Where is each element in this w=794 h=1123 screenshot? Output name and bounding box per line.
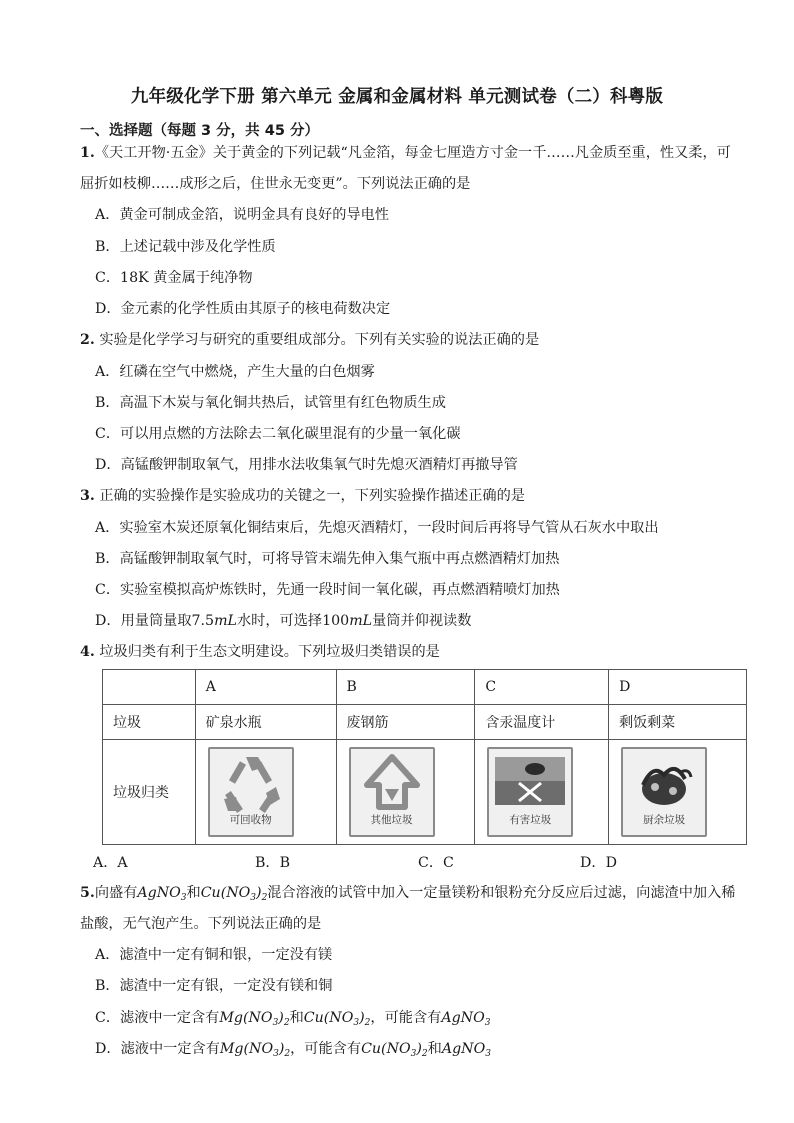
section-heading: 一、选择题（每题 3 分，共 45 分）	[80, 123, 319, 139]
other-waste-label: 其他垃圾	[370, 814, 413, 826]
food-waste-sign	[621, 747, 707, 837]
food-waste-label: 厨余垃圾	[643, 814, 686, 826]
recyclable-label: 可回收物	[229, 814, 272, 826]
table-header-c: C	[475, 670, 609, 705]
garbage-d: 剩饭剩菜	[609, 705, 747, 740]
formula-cuno32: $Cu(NO_3)_2$	[200, 885, 268, 903]
q5-option-c[interactable]: C．滤液中一定含有$Mg(NO_3)_2$和$Cu(NO_3)_2$，可能含有AgNO$_3$	[95, 1010, 491, 1028]
q5-stem-line1: 5.向盛有AgNO$_3$和$Cu(NO_3)_2$混合溶液的试管中加入一定量镁粉和银粉充分反应后过滤，向滤渣中加入稀	[80, 885, 736, 903]
q3-number: 3.	[80, 488, 95, 504]
page-title: 九年级化学下册 第六单元 金属和金属材料 单元测试卷（二）科粤版	[130, 87, 664, 107]
q3-option-d[interactable]: D．用量筒量取7.5mL水时，可选择100mL量筒并仰视读数	[95, 613, 472, 629]
q2-stem: 2. 实验是化学学习与研究的重要组成部分。下列有关实验的说法正确的是	[80, 332, 540, 348]
q5-option-a[interactable]: A．滤渣中一定有铜和银，一定没有镁	[95, 947, 333, 963]
table-header-a: A	[195, 670, 336, 705]
q1-option-b[interactable]: B．上述记载中涉及化学性质	[95, 239, 276, 255]
q4-option-a[interactable]: A．A	[93, 855, 128, 871]
q1-option-c[interactable]: C．18K 黄金属于纯净物	[95, 270, 253, 286]
table-corner-cell	[103, 670, 196, 705]
q5-option-d[interactable]: D．滤液中一定含有$Mg(NO_3)_2$，可能含有$Cu(NO_3)_2$和AgNO$_3$	[95, 1041, 491, 1059]
formula-agno3: AgNO$_3$	[137, 885, 187, 903]
garbage-table	[102, 669, 747, 845]
hazardous-sign	[487, 747, 573, 837]
q5-option-b[interactable]: B．滤渣中一定有银，一定没有镁和铜	[95, 978, 333, 994]
q2-option-b[interactable]: B．高温下木炭与氧化铜共热后，试管里有红色物质生成	[95, 395, 446, 411]
q4-option-d[interactable]: D．D	[580, 855, 617, 871]
q3-option-b[interactable]: B．高锰酸钾制取氧气时，可将导管末端先伸入集气瓶中再点燃酒精灯加热	[95, 551, 560, 567]
q2-number: 2.	[80, 332, 95, 348]
q1-option-a[interactable]: A．黄金可制成金箔，说明金具有良好的导电性	[95, 207, 389, 223]
q1-number: 1.	[80, 145, 95, 161]
hazardous-label: 有害垃圾	[509, 814, 552, 826]
q3-option-a[interactable]: A．实验室木炭还原氧化铜结束后，先熄灭酒精灯，一段时间后再将导气管从石灰水中取出	[95, 520, 659, 536]
q4-stem: 4. 垃圾归类有利于生态文明建设。下列垃圾归类错误的是	[80, 644, 440, 660]
q2-option-d[interactable]: D．高锰酸钾制取氧气，用排水法收集氧气时先熄灭酒精灯再撤导管	[95, 457, 518, 473]
q2-option-a[interactable]: A．红磷在空气中燃烧，产生大量的白色烟雾	[95, 364, 375, 380]
q4-option-b[interactable]: B．B	[255, 855, 291, 871]
q2-option-c[interactable]: C．可以用点燃的方法除去二氧化碳里混有的少量一氧化碳	[95, 426, 461, 442]
table-row-garbage	[103, 705, 747, 740]
q3-option-c[interactable]: C．实验室模拟高炉炼铁时，先通一段时间一氧化碳，再点燃酒精喷灯加热	[95, 582, 560, 598]
other-waste-sign	[349, 747, 435, 837]
row-label-classification: 垃圾归类	[103, 740, 196, 845]
q1-stem-line2: 屈折如枝柳……成形之后，住世永无变更”。下列说法正确的是	[80, 176, 471, 192]
garbage-b: 废钢筋	[336, 705, 475, 740]
q5-stem-line2: 盐酸，无气泡产生。下列说法正确的是	[80, 916, 322, 932]
table-header-row	[103, 670, 747, 705]
q4-option-c[interactable]: C．C	[418, 855, 454, 871]
q5-number: 5.	[80, 885, 95, 901]
q1-option-d[interactable]: D．金元素的化学性质由其原子的核电荷数决定	[95, 301, 391, 317]
table-header-d: D	[609, 670, 747, 705]
q3-stem: 3. 正确的实验操作是实验成功的关键之一，下列实验操作描述正确的是	[80, 488, 525, 504]
garbage-a: 矿泉水瓶	[195, 705, 336, 740]
q4-number: 4.	[80, 644, 95, 660]
row-label-garbage: 垃圾	[103, 705, 196, 740]
recyclable-sign	[208, 747, 294, 837]
table-header-b: B	[336, 670, 475, 705]
garbage-c: 含汞温度计	[475, 705, 609, 740]
q1-stem-line1: 1.《天工开物·五金》关于黄金的下列记载“凡金箔，每金七厘造方寸金一千……凡金质至重，性又柔，可	[80, 145, 731, 161]
table-row-classification	[103, 740, 747, 845]
